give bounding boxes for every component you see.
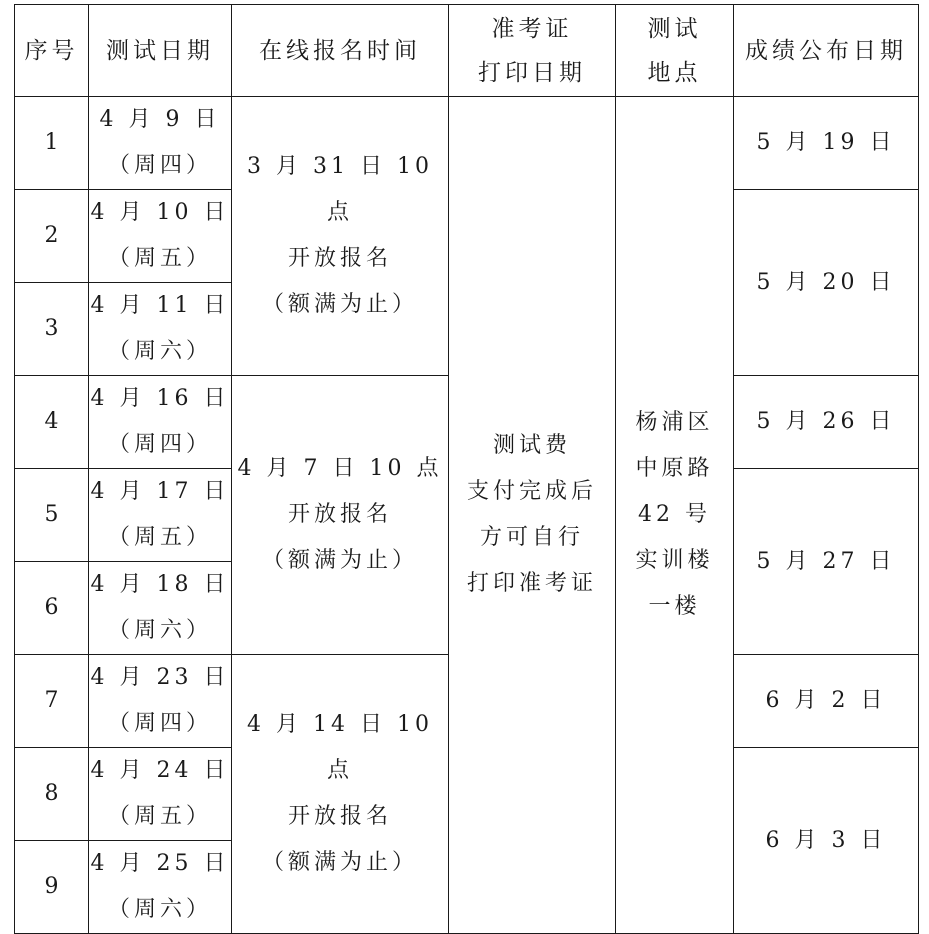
seq-cell: 7: [15, 655, 89, 748]
registration-note: （额满为止）: [261, 850, 418, 875]
location-line: 实训楼: [635, 548, 714, 573]
header-ticket-line2: 打印日期: [478, 59, 586, 86]
test-date-cell: [89, 562, 232, 655]
test-date-cell: [89, 469, 232, 562]
registration-note: （额满为止）: [261, 292, 418, 317]
header-seq: 序号: [15, 5, 89, 97]
test-date-cell: [89, 655, 232, 748]
test-weekday: （周五）: [107, 804, 212, 829]
test-date-cell: [89, 97, 232, 190]
location-line: 中原路: [635, 456, 714, 481]
test-date-cell: [89, 376, 232, 469]
registration-action: 开放报名: [287, 246, 392, 271]
test-weekday: （周六）: [107, 618, 212, 643]
seq-cell: 4: [15, 376, 89, 469]
test-weekday: （周四）: [107, 153, 212, 178]
seq-cell: 2: [15, 190, 89, 283]
registration-time: 4 月 7 日 10 点: [237, 456, 443, 481]
test-weekday: （周四）: [107, 711, 212, 736]
test-date: 4 月 23 日: [90, 665, 230, 690]
test-date: 4 月 16 日: [90, 386, 230, 411]
header-test-date: 测试日期: [89, 5, 232, 97]
test-date: 4 月 24 日: [90, 758, 230, 783]
header-result-date: 成绩公布日期: [734, 5, 919, 97]
header-place-line2: 地点: [647, 59, 702, 86]
ticket-print-line: 方可自行: [479, 525, 584, 550]
seq-cell: 8: [15, 748, 89, 841]
ticket-print-line: 支付完成后: [466, 479, 597, 504]
registration-note: （额满为止）: [261, 548, 418, 573]
test-weekday: （周六）: [107, 897, 212, 922]
registration-action: 开放报名: [287, 502, 392, 527]
result-date-cell: 5 月 19 日: [734, 97, 919, 190]
location-line: 杨浦区: [635, 410, 714, 435]
header-test-location: [616, 5, 734, 97]
test-weekday: （周五）: [107, 246, 212, 271]
header-row: [15, 5, 919, 97]
test-date-cell: [89, 283, 232, 376]
test-weekday: （周六）: [107, 339, 212, 364]
registration-time: 3 月 31 日 10 点: [247, 154, 433, 225]
ticket-print-line: 打印准考证: [466, 571, 597, 596]
test-weekday: （周五）: [107, 525, 212, 550]
header-ticket-print-date: [449, 5, 616, 97]
registration-action: 开放报名: [287, 804, 392, 829]
result-date-cell: 5 月 27 日: [734, 469, 919, 655]
location-line: 42 号: [638, 502, 711, 527]
test-weekday: （周四）: [107, 432, 212, 457]
test-date-cell: [89, 841, 232, 934]
test-date: 4 月 18 日: [90, 572, 230, 597]
seq-cell: 5: [15, 469, 89, 562]
table-row: [15, 97, 919, 190]
registration-cell-1: [232, 97, 449, 376]
test-date-cell: [89, 190, 232, 283]
location-line: 一楼: [648, 594, 701, 619]
ticket-print-cell: [449, 97, 616, 934]
registration-cell-3: [232, 655, 449, 934]
seq-cell: 6: [15, 562, 89, 655]
registration-time: 4 月 14 日 10 点: [247, 712, 433, 783]
result-date-cell: 6 月 2 日: [734, 655, 919, 748]
header-ticket-line1: 准考证: [491, 15, 573, 42]
test-date: 4 月 10 日: [90, 200, 230, 225]
header-registration-time: 在线报名时间: [232, 5, 449, 97]
registration-cell-2: [232, 376, 449, 655]
result-date-cell: 5 月 26 日: [734, 376, 919, 469]
test-date: 4 月 25 日: [90, 851, 230, 876]
schedule-table: [14, 4, 919, 934]
result-date-cell: 6 月 3 日: [734, 748, 919, 934]
test-date-cell: [89, 748, 232, 841]
result-date-cell: 5 月 20 日: [734, 190, 919, 376]
test-date: 4 月 9 日: [99, 107, 221, 132]
location-cell: [616, 97, 734, 934]
test-date: 4 月 11 日: [90, 293, 230, 318]
seq-cell: 3: [15, 283, 89, 376]
header-place-line1: 测试: [647, 15, 702, 42]
test-date: 4 月 17 日: [90, 479, 230, 504]
seq-cell: 1: [15, 97, 89, 190]
seq-cell: 9: [15, 841, 89, 934]
ticket-print-line: 测试费: [492, 433, 571, 458]
